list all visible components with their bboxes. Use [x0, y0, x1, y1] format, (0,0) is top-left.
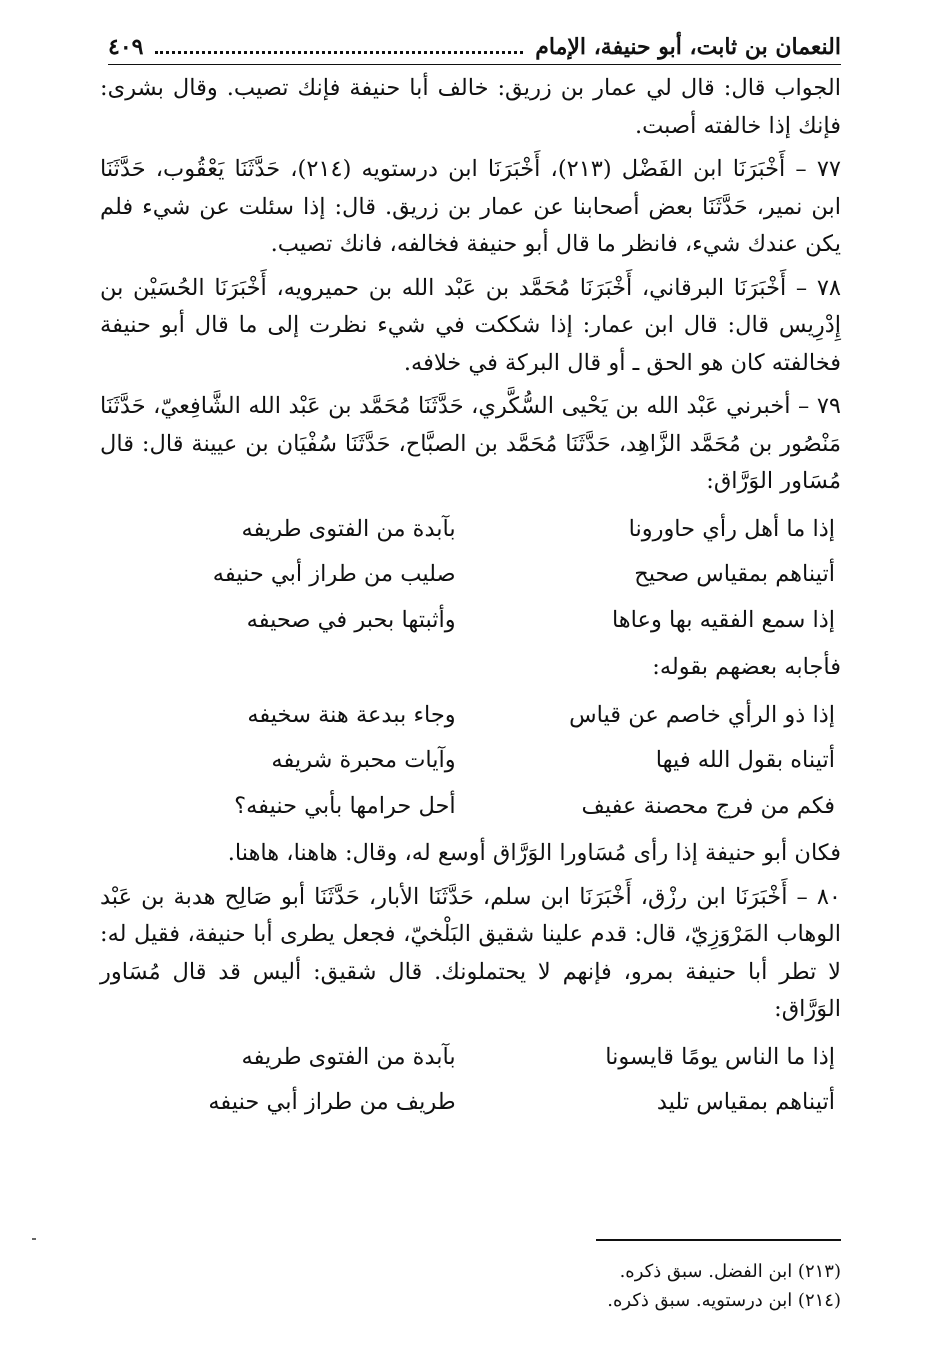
poem-verse: [100, 598, 841, 644]
verse-first-hemistich: إذا ذو الرأي خاصم عن قياس: [569, 701, 835, 728]
verse-second-hemistich: بآبدة من الفتوى طريفه: [241, 515, 456, 542]
verse-first-hemistich: إذا ما أهل رأي حاورونا: [628, 515, 835, 542]
verse-first-hemistich: أتيناهم بمقياس تليد: [656, 1089, 835, 1115]
page-number: ٤٠٩: [108, 34, 144, 60]
paragraph-continuation: الجواب قال: قال لي عمار بن زريق: خالف أبا حنيفة فإنك تصيب. وقال بشرى: فإنك إذا خالفته أصبت.: [100, 75, 841, 139]
verse-second-hemistich: وآيات محبرة شريفه: [271, 747, 456, 773]
footnote-214: (٢١٤) ابن درستويه. سبق ذكره.: [607, 1290, 841, 1311]
paragraph-80: ٨٠ – أَخْبَرَنَا ابن رزْق، أَخْبَرَنَا ابن سلم، حَدَّثَنَا الأبار، حَدَّثَنَا أبو صَالِح هدبة بن عَبْد الوهاب المَرْوَزِيّ، قال: قدم علينا شقيق البَلْخيّ، فجعل يطرى أبا حنيفة، فقيل له: لا تطر أبا حنيفة بمرو، فإنهم لا يحتملونك. قال شقيق: أليس قد قال مُسَاور الوَرَّاق:: [100, 883, 841, 1022]
paragraph-79: ٧٩ – أخبرني عَبْد الله بن يَحْيى السُّكَّري، حَدَّثَنَا مُحَمَّد بن عَبْد الله الشَّافِعيّ، حَدَّثَنَا مَنْصُور بن مُحَمَّد الزَّاهِد، حَدَّثَنَا مُحَمَّد بن الصبَّاح، حَدَّثَنَا سُفْيَان بن عيينة قال: قال مُسَاور الوَرَّاق:: [100, 393, 841, 494]
paragraph-77: ٧٧ – أَخْبَرَنَا ابن الفَضْل (٢١٣)، أَخْبَرَنَا ابن درستويه (٢١٤)، حَدَّثَنَا يَعْقُوب، حَدَّثَنَا ابن نمير، حَدَّثَنَا بعض أصحابنا عن عمار بن زريق. قال: إذا سئلت عن شيء فلم يكن عندك شيء، فانظر ما قال أبو حنيفة فخالفه، فانك تصيب.: [100, 156, 841, 257]
poem-verse: [100, 738, 841, 784]
verse-second-hemistich: صليب من طراز أبي حنيفه: [212, 561, 456, 587]
verse-first-hemistich: إذا ما الناس يومًا قايسونا: [605, 1043, 835, 1070]
poem-verse: [100, 693, 841, 739]
verse-first-hemistich: فكم من فرج محصنة عفيف: [581, 792, 835, 819]
page-body: [100, 70, 841, 1132]
reply-intro: فأجابه بعضهم بقوله:: [652, 654, 841, 680]
paragraph-after-reply: فكان أبو حنيفة إذا رأى مُسَاورا الوَرَّاق أوسع له، وقال: هاهنا، هاهنا.: [227, 840, 841, 866]
verse-first-hemistich: أتيناه بقول الله فيها: [655, 747, 835, 773]
margin-mark: [32, 1238, 36, 1240]
leader-dots: [155, 41, 523, 54]
poem-verse: [100, 1080, 841, 1126]
verse-second-hemistich: أحل حرامها بأبي حنيفه؟: [234, 792, 456, 819]
verse-second-hemistich: وأثبتها بحبر في صحيفه: [246, 606, 456, 633]
verse-first-hemistich: إذا سمع الفقيه بها وعاها: [611, 606, 835, 633]
poem-musawir: [100, 507, 841, 644]
poem-shaqiq: [100, 1035, 841, 1126]
poem-verse: [100, 552, 841, 598]
footnote-separator: [596, 1239, 841, 1241]
verse-second-hemistich: وجاء ببدعة هنة سخيفه: [247, 701, 456, 728]
paragraph-78: ٧٨ – أَخْبَرَنَا البرقاني، أَخْبَرَنَا مُحَمَّد بن عَبْد الله بن حميرويه، أَخْبَرَنَا الحُسَيْن بن إِدْرِيس قال: قال ابن عمار: إذا شككت في شيء نظرت إلى ما قال أبو حنيفة فخالفته كان هو الحق ـ أو قال البركة في خلافه.: [100, 274, 841, 376]
verse-first-hemistich: أتيناهم بمقياس صحيح: [634, 561, 835, 587]
verse-second-hemistich: بآبدة من الفتوى طريفه: [241, 1043, 456, 1070]
poem-verse: [100, 1035, 841, 1081]
footnote-213: (٢١٣) ابن الفضل. سبق ذكره.: [619, 1261, 841, 1282]
verse-second-hemistich: طريف من طراز أبي حنيفه: [208, 1089, 456, 1115]
page-header: [108, 30, 841, 65]
poem-verse: [100, 784, 841, 830]
poem-verse: [100, 507, 841, 553]
poem-reply: [100, 693, 841, 830]
running-title: النعمان بن ثابت، أبو حنيفة، الإمام: [535, 34, 841, 60]
footnotes: [421, 1257, 841, 1315]
